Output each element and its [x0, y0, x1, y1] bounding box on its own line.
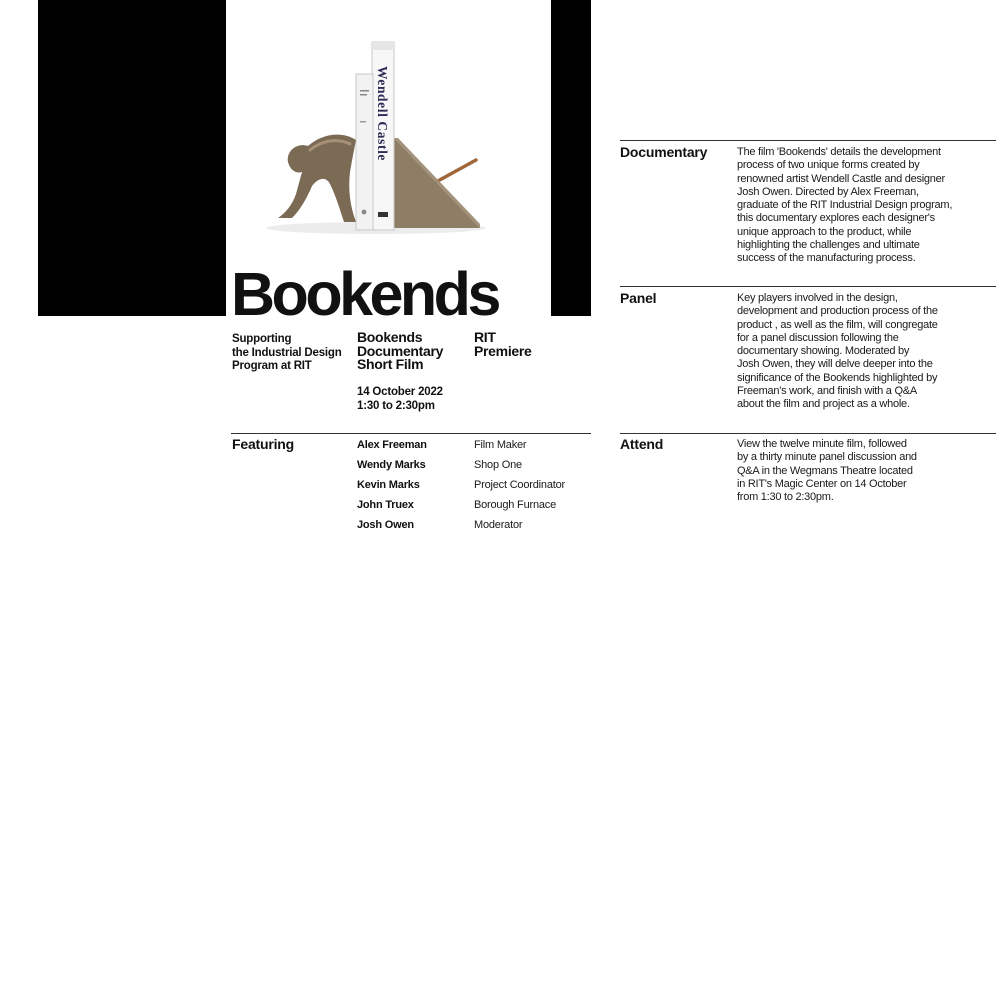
featured-person-name: John Truex: [357, 499, 414, 511]
black-block-left: [38, 0, 226, 316]
documentary-text: The film 'Bookends' details the development process of two unique forms created by renowned artist Wendell Castle and designer Josh Owen. Directed by Alex Freeman, graduate of the RIT Industrial Design program, this documentary explores each designer's unique approach to the product, while highlighting the challenges and ultimate success of the manufacturing process.: [737, 146, 953, 265]
panel-heading: Panel: [620, 290, 657, 306]
intro-film-title: Bookends Documentary Short Film: [357, 329, 444, 372]
featured-person-role: Shop One: [474, 459, 522, 471]
featuring-rule: [231, 433, 591, 434]
featured-person-name: Wendy Marks: [357, 459, 426, 471]
featuring-heading: Featuring: [232, 436, 294, 452]
featured-person-name: Josh Owen: [357, 519, 414, 531]
featured-person-role: Borough Furnace: [474, 499, 556, 511]
featured-person-name: Kevin Marks: [357, 479, 420, 491]
book-spine-text: Wendell Castle: [375, 66, 390, 162]
attend-heading: Attend: [620, 436, 664, 452]
intro-premiere: RIT Premiere: [474, 329, 532, 359]
poster-title: Bookends: [231, 260, 498, 328]
bookends-product-photo: [226, 0, 551, 262]
panel-rule: [620, 286, 996, 287]
attend-rule: [620, 433, 996, 434]
documentary-rule: [620, 140, 996, 141]
intro-supporting-text: Supporting the Industrial Design Program at RIT: [232, 333, 342, 372]
attend-text: View the twelve minute film, followed by a thirty minute panel discussion and Q&A in the Wegmans Theatre located in RIT's Magic Center on 14 October from 1:30 to 2:30pm.: [737, 438, 917, 504]
black-block-right: [551, 0, 591, 316]
featured-person-role: Project Coordinator: [474, 479, 565, 491]
featured-person-name: Alex Freeman: [357, 439, 427, 451]
event-date-time: 14 October 2022 1:30 to 2:30pm: [357, 386, 443, 412]
panel-text: Key players involved in the design, development and production process of the product , as well as the film, will congregate for a panel discussion following the documentary showing. Moderated by Josh Owen, they will delve deeper into the significance of the Bookends highlighted by Freeman's work, and finish with a Q&A about the film and project as a whole.: [737, 292, 938, 411]
featured-person-role: Moderator: [474, 519, 523, 531]
featured-person-role: Film Maker: [474, 439, 527, 451]
documentary-heading: Documentary: [620, 144, 708, 160]
